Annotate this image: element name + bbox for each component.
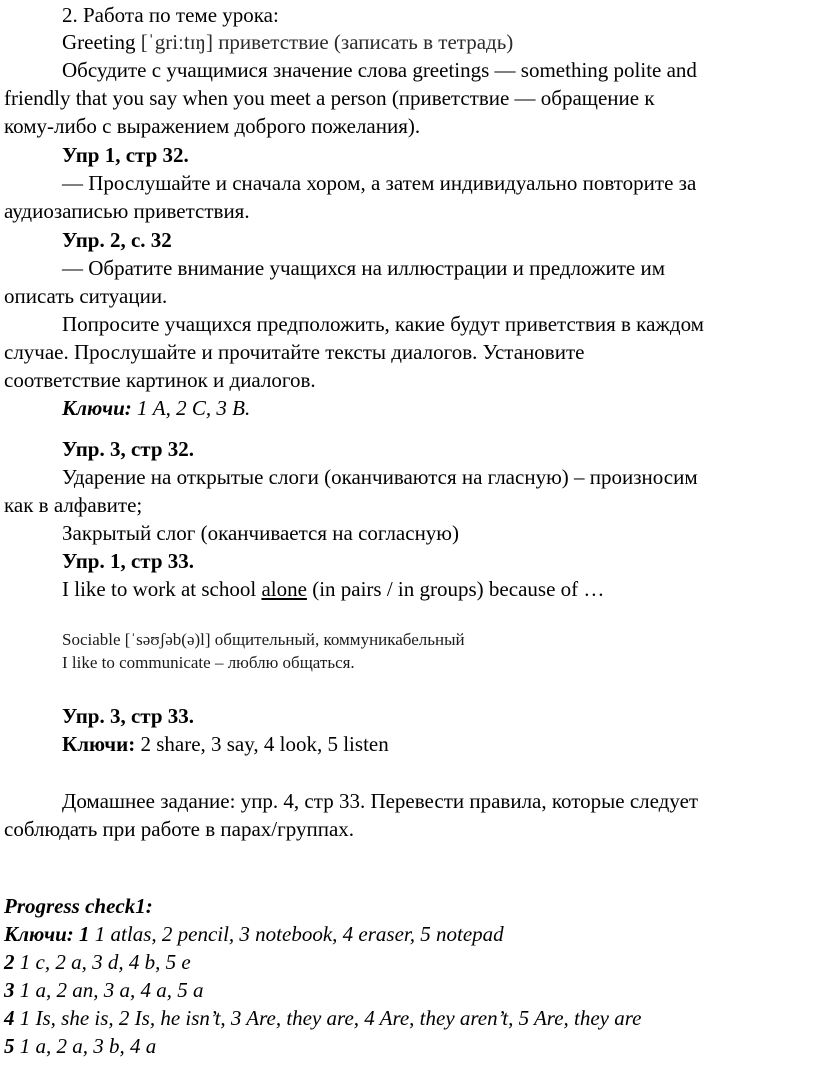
discussion-line-1: Обсудите с учащимися значение слова greetings — something polite and <box>62 58 697 82</box>
progress-keys-1: Ключи: 1 1 atlas, 2 pencil, 3 notebook, 4 eraser, 5 notepad <box>4 922 504 946</box>
greeting-word: Greeting <box>62 30 136 54</box>
ex1-p33-heading: Упр. 1, стр 33. <box>62 549 195 573</box>
progress-keys-3: 3 1 a, 2 an, 3 a, 4 a, 5 a <box>4 978 204 1002</box>
ex2-p32-line-1: — Обратите внимание учащихся на иллюстрации и предложите им <box>62 256 666 280</box>
greeting-translation: приветствие (записать в тетрадь) <box>218 30 514 54</box>
ex3-p32-heading: Упр. 3, стр 32. <box>62 437 195 461</box>
discussion-line-3: кому-либо с выражением доброго пожелания). <box>4 114 421 138</box>
ex2-p32-line-2: описать ситуации. <box>4 284 168 308</box>
homework-line-1: Домашнее задание: упр. 4, стр 33. Перевести правила, которые следует <box>62 789 699 813</box>
greeting-transcription: [ˈgriːtɪŋ] <box>140 30 213 54</box>
ex1-p32-line-2: аудиозаписью приветствия. <box>4 199 250 223</box>
ex2-p32-line-5: соответствие картинок и диалогов. <box>4 368 316 392</box>
ex2-p32-heading: Упр. 2, с. 32 <box>62 228 172 252</box>
vocab-line-1: Sociable [ˈsəʊʃəb(ə)l] общительный, коммуникабельный <box>62 630 465 649</box>
progress-keys-2: 2 1 c, 2 a, 3 d, 4 b, 5 e <box>4 950 191 974</box>
ex3-p32-line-2: как в алфавите; <box>4 493 143 517</box>
progress-keys-5: 5 1 a, 2 a, 3 b, 4 a <box>4 1034 157 1058</box>
progress-keys-4: 4 1 Is, she is, 2 Is, he isn’t, 3 Are, they are, 4 Are, they aren’t, 5 Are, they are <box>4 1006 642 1030</box>
homework-line-2: соблюдать при работе в парах/группах. <box>4 817 355 841</box>
progress-check-title: Progress check1: <box>4 894 153 918</box>
ex1-p32-heading: Упр 1, стр 32. <box>62 143 189 167</box>
ex3-p32-line-1: Ударение на открытые слоги (оканчиваются на гласную) – произносим <box>62 465 698 489</box>
ex3-p32-line-3: Закрытый слог (оканчивается на согласную) <box>62 521 459 545</box>
greeting-line <box>62 29 816 56</box>
underlined-word: alone <box>261 577 307 601</box>
ex3-p33-heading: Упр. 3, стр 33. <box>62 704 195 728</box>
ex1-p33-sentence: I like to work at school alone (in pairs / in groups) because of … <box>62 577 605 601</box>
ex2-p32-line-3: Попросите учащихся предположить, какие будут приветствия в каждом <box>62 312 704 336</box>
section-title: 2. Работа по теме урока: <box>62 3 279 27</box>
ex3-p33-keys: Ключи: 2 share, 3 say, 4 look, 5 listen <box>62 732 389 756</box>
vocab-line-2: I like to communicate – люблю общаться. <box>62 653 355 672</box>
discussion-line-2: friendly that you say when you meet a person (приветствие — обращение к <box>4 86 655 110</box>
ex1-p32-line-1: — Прослушайте и сначала хором, а затем индивидуально повторите за <box>62 171 697 195</box>
ex2-p32-line-4: случае. Прослушайте и прочитайте тексты диалогов. Установите <box>4 340 585 364</box>
ex2-p32-keys: Ключи: 1 A, 2 C, 3 B. <box>62 396 251 420</box>
